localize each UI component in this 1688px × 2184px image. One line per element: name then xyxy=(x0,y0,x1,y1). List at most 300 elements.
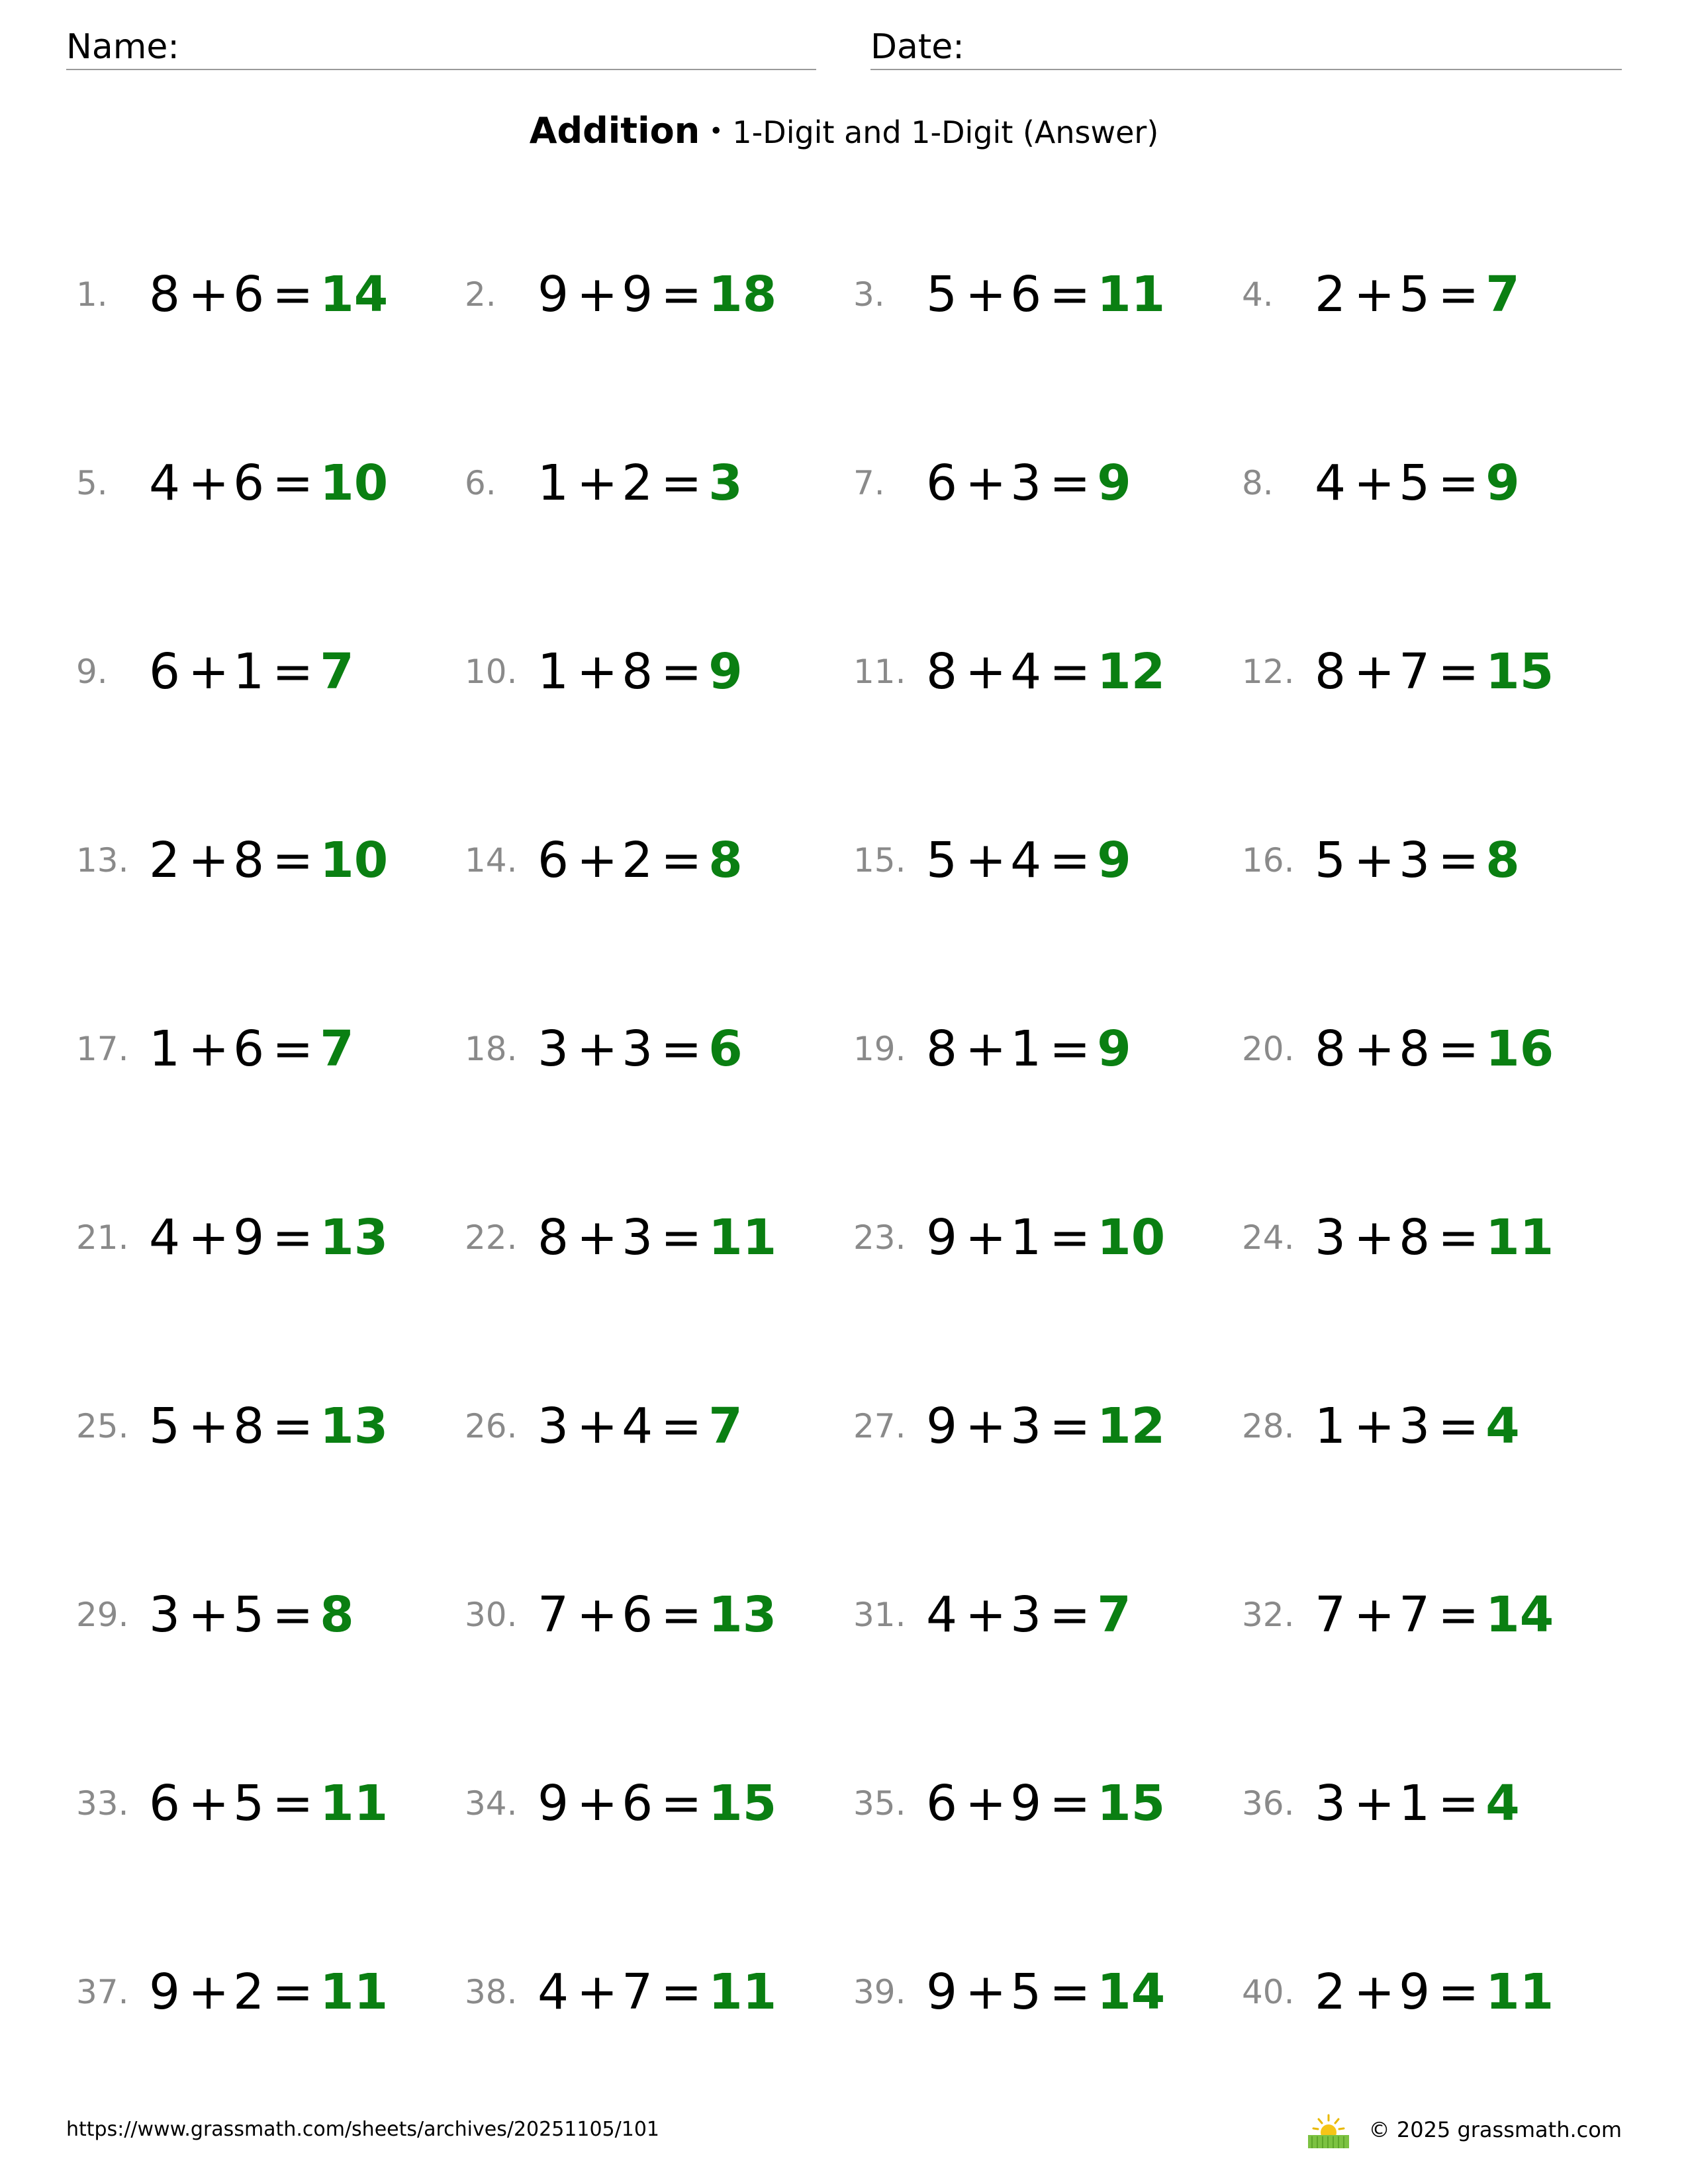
plus-sign: + xyxy=(1354,266,1395,323)
answer: 11 xyxy=(1485,1964,1554,2021)
answer: 9 xyxy=(1485,455,1520,512)
problem-expression xyxy=(149,455,388,511)
plus-sign: + xyxy=(965,1586,1007,1643)
equals-sign: = xyxy=(1438,1586,1479,1643)
addend-b: 3 xyxy=(1010,1586,1042,1643)
problem-item xyxy=(66,1387,455,1466)
addend-b: 7 xyxy=(622,1964,653,2021)
addend-a: 8 xyxy=(149,266,181,323)
equals-sign: = xyxy=(661,455,702,512)
addend-a: 7 xyxy=(538,1586,569,1643)
problem-item xyxy=(843,1764,1232,1843)
plus-sign: + xyxy=(577,1209,618,1266)
equals-sign: = xyxy=(1438,1964,1479,2021)
answer: 14 xyxy=(1485,1586,1554,1643)
answer: 9 xyxy=(1097,1021,1131,1077)
addend-a: 2 xyxy=(1315,1964,1346,2021)
addend-a: 9 xyxy=(538,266,569,323)
addend-a: 8 xyxy=(1315,1021,1346,1077)
problem-number: 10. xyxy=(465,653,518,691)
answer: 7 xyxy=(708,1398,743,1455)
plus-sign: + xyxy=(1354,1775,1395,1832)
addend-a: 5 xyxy=(926,266,958,323)
addend-a: 7 xyxy=(1315,1586,1346,1643)
problem-item xyxy=(1232,1575,1620,1655)
problem-number: 26. xyxy=(465,1407,518,1445)
problem-number: 36. xyxy=(1242,1784,1295,1823)
addend-a: 3 xyxy=(538,1021,569,1077)
problem-number: 6. xyxy=(465,464,496,502)
addend-a: 9 xyxy=(538,1775,569,1832)
plus-sign: + xyxy=(577,643,618,700)
problem-number: 5. xyxy=(76,464,108,502)
addend-b: 7 xyxy=(1399,1586,1430,1643)
problem-item xyxy=(455,632,843,711)
problem-item xyxy=(66,1198,455,1277)
answer: 11 xyxy=(708,1964,777,2021)
problem-number: 25. xyxy=(76,1407,129,1445)
addend-a: 6 xyxy=(926,1775,958,1832)
problem-expression xyxy=(149,1021,354,1077)
problem-number: 30. xyxy=(465,1596,518,1634)
problem-number: 24. xyxy=(1242,1218,1295,1257)
problem-item xyxy=(455,443,843,523)
problem-number: 32. xyxy=(1242,1596,1295,1634)
addend-a: 9 xyxy=(926,1398,958,1455)
answer: 10 xyxy=(320,455,389,512)
addend-a: 9 xyxy=(926,1209,958,1266)
addend-a: 4 xyxy=(1315,455,1346,512)
problem-item xyxy=(66,443,455,523)
problem-number: 29. xyxy=(76,1596,129,1634)
problem-expression xyxy=(149,1210,388,1265)
problem-item xyxy=(843,255,1232,334)
addend-b: 3 xyxy=(1010,1398,1042,1455)
problem-item xyxy=(843,1575,1232,1655)
plus-sign: + xyxy=(188,1209,230,1266)
answer: 3 xyxy=(708,455,743,512)
answer: 7 xyxy=(1097,1586,1131,1643)
plus-sign: + xyxy=(1354,455,1395,512)
addend-a: 3 xyxy=(1315,1209,1346,1266)
plus-sign: + xyxy=(577,1775,618,1832)
equals-sign: = xyxy=(1049,1775,1091,1832)
problem-item xyxy=(66,821,455,900)
problem-item xyxy=(455,1198,843,1277)
problem-expression xyxy=(149,267,388,322)
problem-expression xyxy=(538,455,743,511)
addend-a: 1 xyxy=(538,643,569,700)
problem-number: 7. xyxy=(853,464,885,502)
equals-sign: = xyxy=(661,643,702,700)
answer: 9 xyxy=(1097,455,1131,512)
problem-expression xyxy=(538,267,776,322)
addend-b: 5 xyxy=(233,1586,265,1643)
plus-sign: + xyxy=(188,1021,230,1077)
equals-sign: = xyxy=(272,1964,314,2021)
answer: 9 xyxy=(1097,832,1131,889)
equals-sign: = xyxy=(1049,832,1091,889)
problem-number: 13. xyxy=(76,841,129,880)
answer: 15 xyxy=(708,1775,777,1832)
addend-b: 2 xyxy=(233,1964,265,2021)
problem-item xyxy=(455,1009,843,1089)
equals-sign: = xyxy=(661,266,702,323)
addend-a: 3 xyxy=(538,1398,569,1455)
addend-b: 8 xyxy=(622,643,653,700)
problem-expression xyxy=(149,833,388,888)
equals-sign: = xyxy=(1438,643,1479,700)
addend-b: 7 xyxy=(1399,643,1430,700)
answer: 6 xyxy=(708,1021,743,1077)
addend-a: 6 xyxy=(926,455,958,512)
equals-sign: = xyxy=(1438,1775,1479,1832)
addend-b: 6 xyxy=(233,1021,265,1077)
problem-expression xyxy=(538,644,743,700)
addend-b: 3 xyxy=(1399,832,1430,889)
problem-number: 16. xyxy=(1242,841,1295,880)
answer: 11 xyxy=(708,1209,777,1266)
problem-number: 3. xyxy=(853,275,885,314)
addend-b: 8 xyxy=(233,1398,265,1455)
problem-expression xyxy=(926,1398,1165,1454)
problem-number: 33. xyxy=(76,1784,129,1823)
addend-b: 5 xyxy=(1399,266,1430,323)
addend-b: 5 xyxy=(233,1775,265,1832)
addend-b: 8 xyxy=(1399,1021,1430,1077)
addend-b: 9 xyxy=(1010,1775,1042,1832)
problem-number: 8. xyxy=(1242,464,1274,502)
problem-expression xyxy=(538,833,743,888)
problem-item xyxy=(1232,1198,1620,1277)
date-field[interactable] xyxy=(870,25,1622,70)
equals-sign: = xyxy=(1438,1021,1479,1077)
equals-sign: = xyxy=(661,1209,702,1266)
answer: 8 xyxy=(1485,832,1520,889)
problem-item xyxy=(455,255,843,334)
addend-a: 8 xyxy=(1315,643,1346,700)
problem-item xyxy=(455,1575,843,1655)
problem-expression xyxy=(926,267,1165,322)
problem-number: 35. xyxy=(853,1784,906,1823)
addend-b: 3 xyxy=(622,1209,653,1266)
problem-expression xyxy=(1315,455,1520,511)
plus-sign: + xyxy=(965,1964,1007,2021)
answer: 4 xyxy=(1485,1775,1520,1832)
plus-sign: + xyxy=(965,832,1007,889)
title-subtitle: 1-Digit and 1-Digit (Answer) xyxy=(732,114,1159,150)
addend-a: 8 xyxy=(926,1021,958,1077)
problem-number: 19. xyxy=(853,1030,906,1068)
plus-sign: + xyxy=(965,1775,1007,1832)
problem-item xyxy=(1232,1387,1620,1466)
equals-sign: = xyxy=(661,832,702,889)
problem-item xyxy=(843,1952,1232,2032)
problem-item xyxy=(455,1952,843,2032)
plus-sign: + xyxy=(965,266,1007,323)
problem-item xyxy=(843,1198,1232,1277)
addend-a: 5 xyxy=(1315,832,1346,889)
addend-b: 6 xyxy=(622,1586,653,1643)
answer: 10 xyxy=(1097,1209,1166,1266)
addend-b: 1 xyxy=(233,643,265,700)
problem-number: 17. xyxy=(76,1030,129,1068)
answer: 13 xyxy=(320,1398,389,1455)
plus-sign: + xyxy=(188,643,230,700)
problem-expression xyxy=(1315,1587,1554,1643)
plus-sign: + xyxy=(1354,1209,1395,1266)
footer-url[interactable]: https://www.grassmath.com/sheets/archives/20251105/101 xyxy=(66,2118,660,2141)
problem-number: 1. xyxy=(76,275,108,314)
addend-a: 5 xyxy=(149,1398,181,1455)
equals-sign: = xyxy=(272,832,314,889)
plus-sign: + xyxy=(1354,1398,1395,1455)
problem-item xyxy=(843,632,1232,711)
problem-item xyxy=(66,1952,455,2032)
problem-expression xyxy=(1315,644,1554,700)
plus-sign: + xyxy=(577,1964,618,2021)
problem-item xyxy=(843,1009,1232,1089)
problem-number: 31. xyxy=(853,1596,906,1634)
problem-number: 14. xyxy=(465,841,518,880)
problem-number: 27. xyxy=(853,1407,906,1445)
problem-item xyxy=(66,1009,455,1089)
problem-number: 38. xyxy=(465,1973,518,2011)
addend-a: 1 xyxy=(538,455,569,512)
addend-a: 4 xyxy=(926,1586,958,1643)
answer: 8 xyxy=(708,832,743,889)
problem-item xyxy=(66,255,455,334)
problem-item xyxy=(455,1764,843,1843)
addend-b: 3 xyxy=(622,1021,653,1077)
problem-item xyxy=(1232,255,1620,334)
answer: 7 xyxy=(320,643,354,700)
addend-b: 6 xyxy=(1010,266,1042,323)
equals-sign: = xyxy=(1049,643,1091,700)
plus-sign: + xyxy=(577,832,618,889)
problem-expression xyxy=(538,1776,776,1831)
worksheet-title xyxy=(0,105,1688,162)
addend-a: 6 xyxy=(538,832,569,889)
problem-number: 20. xyxy=(1242,1030,1295,1068)
addend-a: 4 xyxy=(538,1964,569,2021)
plus-sign: + xyxy=(577,266,618,323)
problem-expression xyxy=(538,1398,743,1454)
equals-sign: = xyxy=(272,643,314,700)
answer: 4 xyxy=(1485,1398,1520,1455)
equals-sign: = xyxy=(1438,1398,1479,1455)
grass-sun-logo-icon xyxy=(1305,2113,1352,2150)
name-field[interactable] xyxy=(66,25,816,70)
plus-sign: + xyxy=(577,1021,618,1077)
problem-expression xyxy=(149,644,354,700)
plus-sign: + xyxy=(188,1964,230,2021)
addend-b: 4 xyxy=(1010,832,1042,889)
problem-expression xyxy=(926,644,1165,700)
problem-expression xyxy=(1315,1776,1520,1831)
addend-a: 2 xyxy=(1315,266,1346,323)
equals-sign: = xyxy=(1438,832,1479,889)
problem-number: 15. xyxy=(853,841,906,880)
answer: 12 xyxy=(1097,1398,1166,1455)
addend-b: 3 xyxy=(1399,1398,1430,1455)
name-label: Name: xyxy=(66,27,179,67)
equals-sign: = xyxy=(1438,455,1479,512)
addend-a: 8 xyxy=(538,1209,569,1266)
plus-sign: + xyxy=(188,1398,230,1455)
equals-sign: = xyxy=(272,1209,314,1266)
problem-expression xyxy=(926,455,1131,511)
plus-sign: + xyxy=(1354,832,1395,889)
answer: 15 xyxy=(1485,643,1554,700)
addend-a: 4 xyxy=(149,455,181,512)
answer: 11 xyxy=(1485,1209,1554,1266)
plus-sign: + xyxy=(188,832,230,889)
addend-b: 1 xyxy=(1010,1021,1042,1077)
equals-sign: = xyxy=(272,1775,314,1832)
problem-number: 11. xyxy=(853,653,906,691)
answer: 11 xyxy=(320,1775,389,1832)
problem-expression xyxy=(926,1964,1165,2020)
addend-a: 3 xyxy=(149,1586,181,1643)
answer: 11 xyxy=(320,1964,389,2021)
problem-number: 40. xyxy=(1242,1973,1295,2011)
addend-b: 9 xyxy=(622,266,653,323)
problem-expression xyxy=(1315,833,1520,888)
answer: 9 xyxy=(708,643,743,700)
problem-item xyxy=(1232,1009,1620,1089)
problem-item xyxy=(455,1387,843,1466)
addend-a: 9 xyxy=(926,1964,958,2021)
addend-b: 5 xyxy=(1399,455,1430,512)
problem-item xyxy=(66,632,455,711)
addend-a: 1 xyxy=(1315,1398,1346,1455)
addend-a: 9 xyxy=(149,1964,181,2021)
problem-item xyxy=(843,821,1232,900)
addend-b: 6 xyxy=(622,1775,653,1832)
equals-sign: = xyxy=(1438,1209,1479,1266)
addend-b: 4 xyxy=(1010,643,1042,700)
problem-number: 12. xyxy=(1242,653,1295,691)
addend-a: 1 xyxy=(149,1021,181,1077)
equals-sign: = xyxy=(661,1021,702,1077)
problem-number: 23. xyxy=(853,1218,906,1257)
problem-expression xyxy=(538,1587,776,1643)
problem-item xyxy=(66,1575,455,1655)
problem-item xyxy=(1232,443,1620,523)
addend-a: 8 xyxy=(926,643,958,700)
problem-number: 18. xyxy=(465,1030,518,1068)
plus-sign: + xyxy=(1354,1586,1395,1643)
answer: 14 xyxy=(320,266,389,323)
plus-sign: + xyxy=(577,1586,618,1643)
footer-copyright: © 2025 grassmath.com xyxy=(1368,2117,1622,2142)
addend-b: 8 xyxy=(1399,1209,1430,1266)
plus-sign: + xyxy=(188,455,230,512)
equals-sign: = xyxy=(1049,1209,1091,1266)
answer: 8 xyxy=(320,1586,354,1643)
addend-a: 6 xyxy=(149,1775,181,1832)
addend-b: 6 xyxy=(233,266,265,323)
equals-sign: = xyxy=(1438,266,1479,323)
problem-number: 37. xyxy=(76,1973,129,2011)
answer: 11 xyxy=(1097,266,1166,323)
equals-sign: = xyxy=(661,1964,702,2021)
answer: 16 xyxy=(1485,1021,1554,1077)
title-main: Addition xyxy=(529,110,700,152)
problem-number: 9. xyxy=(76,653,108,691)
addend-b: 3 xyxy=(1010,455,1042,512)
plus-sign: + xyxy=(965,1021,1007,1077)
problem-number: 28. xyxy=(1242,1407,1295,1445)
problem-expression xyxy=(926,833,1131,888)
equals-sign: = xyxy=(661,1398,702,1455)
answer: 15 xyxy=(1097,1775,1166,1832)
plus-sign: + xyxy=(577,455,618,512)
plus-sign: + xyxy=(965,455,1007,512)
answer: 12 xyxy=(1097,643,1166,700)
equals-sign: = xyxy=(661,1775,702,1832)
problem-item xyxy=(1232,1952,1620,2032)
equals-sign: = xyxy=(1049,455,1091,512)
problem-expression xyxy=(538,1964,776,2020)
addend-b: 9 xyxy=(1399,1964,1430,2021)
plus-sign: + xyxy=(965,1209,1007,1266)
problem-item xyxy=(66,1764,455,1843)
addend-b: 5 xyxy=(1010,1964,1042,2021)
problem-expression xyxy=(538,1210,776,1265)
addend-b: 8 xyxy=(233,832,265,889)
answer: 10 xyxy=(320,832,389,889)
problem-expression xyxy=(1315,267,1520,322)
problem-expression xyxy=(538,1021,743,1077)
addend-a: 6 xyxy=(149,643,181,700)
plus-sign: + xyxy=(1354,1021,1395,1077)
problem-expression xyxy=(149,1398,388,1454)
plus-sign: + xyxy=(1354,1964,1395,2021)
problem-number: 4. xyxy=(1242,275,1274,314)
addend-b: 6 xyxy=(233,455,265,512)
plus-sign: + xyxy=(965,1398,1007,1455)
problem-expression xyxy=(1315,1021,1554,1077)
plus-sign: + xyxy=(1354,643,1395,700)
plus-sign: + xyxy=(188,1775,230,1832)
addend-b: 1 xyxy=(1399,1775,1430,1832)
equals-sign: = xyxy=(1049,1586,1091,1643)
problem-item xyxy=(843,443,1232,523)
addend-b: 1 xyxy=(1010,1209,1042,1266)
plus-sign: + xyxy=(188,266,230,323)
problem-item xyxy=(1232,1764,1620,1843)
equals-sign: = xyxy=(1049,1021,1091,1077)
problem-grid xyxy=(66,255,1622,2148)
addend-a: 4 xyxy=(149,1209,181,1266)
plus-sign: + xyxy=(577,1398,618,1455)
date-label: Date: xyxy=(870,27,964,67)
problem-number: 2. xyxy=(465,275,496,314)
worksheet-header xyxy=(66,25,1622,71)
problem-expression xyxy=(1315,1398,1520,1454)
plus-sign: + xyxy=(188,1586,230,1643)
problem-item xyxy=(455,821,843,900)
equals-sign: = xyxy=(272,266,314,323)
answer: 7 xyxy=(1485,266,1520,323)
problem-expression xyxy=(1315,1210,1554,1265)
equals-sign: = xyxy=(1049,266,1091,323)
problem-number: 34. xyxy=(465,1784,518,1823)
problem-expression xyxy=(926,1776,1165,1831)
equals-sign: = xyxy=(272,1021,314,1077)
